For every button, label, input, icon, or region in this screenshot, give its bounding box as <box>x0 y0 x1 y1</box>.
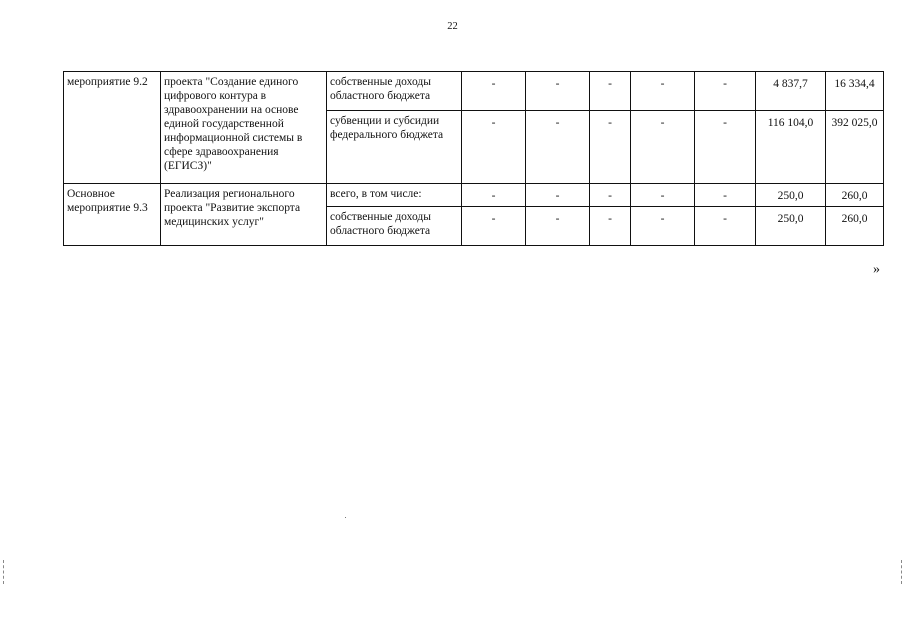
funding-source-cell: всего, в том числе: <box>327 184 462 207</box>
event-name-cell: проекта "Создание единого цифрового контура в здравоохранении на основе единой государственной информационной системы в сфере здравоохранения (ЕГИСЗ)" <box>161 72 327 184</box>
funding-source-cell: собственные доходы областного бюджета <box>327 207 462 246</box>
value-cell: - <box>695 72 756 111</box>
value-cell: 260,0 <box>826 207 884 246</box>
value-cell: - <box>695 207 756 246</box>
value-cell: - <box>590 72 631 111</box>
funding-source-cell: субвенции и субсидии федерального бюджета <box>327 111 462 184</box>
event-cell: Основное мероприятие 9.3 <box>64 184 161 246</box>
value-cell: - <box>695 111 756 184</box>
value-cell: - <box>631 207 695 246</box>
budget-table <box>63 71 884 246</box>
value-cell: - <box>590 184 631 207</box>
value-cell: 250,0 <box>756 184 826 207</box>
event-cell: мероприятие 9.2 <box>64 72 161 184</box>
value-cell: - <box>462 111 526 184</box>
table-row <box>64 184 884 207</box>
scan-speck <box>345 517 346 518</box>
value-cell: - <box>462 184 526 207</box>
value-cell: - <box>631 111 695 184</box>
value-cell: - <box>631 184 695 207</box>
table-row <box>64 72 884 111</box>
page-number: 22 <box>447 21 458 32</box>
value-cell: 260,0 <box>826 184 884 207</box>
value-cell: - <box>462 72 526 111</box>
event-name-cell: Реализация регионального проекта "Развитие экспорта медицинских услуг" <box>161 184 327 246</box>
closing-quote-mark: » <box>873 262 880 277</box>
value-cell: - <box>526 207 590 246</box>
value-cell: - <box>526 72 590 111</box>
value-cell: - <box>526 111 590 184</box>
value-cell: 250,0 <box>756 207 826 246</box>
value-cell: - <box>590 207 631 246</box>
value-cell: - <box>695 184 756 207</box>
value-cell: - <box>590 111 631 184</box>
value-cell: - <box>631 72 695 111</box>
scan-edge-mark <box>3 560 6 584</box>
value-cell: - <box>462 207 526 246</box>
value-cell: 16 334,4 <box>826 72 884 111</box>
value-cell: 116 104,0 <box>756 111 826 184</box>
value-cell: 4 837,7 <box>756 72 826 111</box>
value-cell: 392 025,0 <box>826 111 884 184</box>
value-cell: - <box>526 184 590 207</box>
scan-edge-mark <box>901 560 904 584</box>
funding-source-cell: собственные доходы областного бюджета <box>327 72 462 111</box>
